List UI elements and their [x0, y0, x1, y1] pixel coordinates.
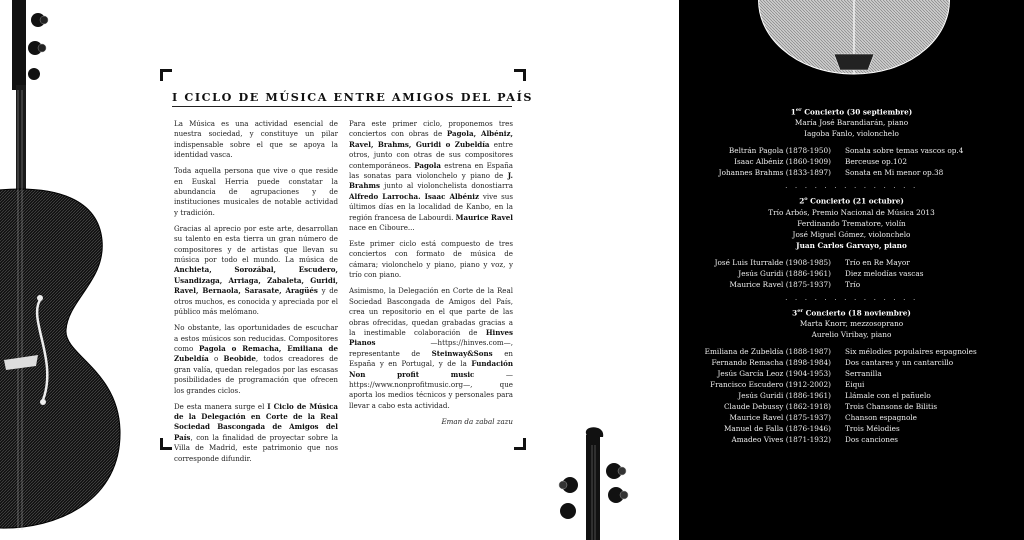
performer: Marta Knorr, mezzosoprano [799, 319, 904, 329]
corner-bracket-top-left [160, 69, 172, 81]
concert-heading: 1er Concierto (30 septiembre) [790, 107, 913, 117]
program-row: Isaac Albéniz (1860-1909) Berceuse op.102 [734, 157, 907, 167]
text-column-1 [174, 119, 338, 470]
performer: María José Barandiarán, piano [794, 118, 909, 128]
corner-bracket-bottom-left [160, 438, 172, 450]
program-row: Francisco Escudero (1912-2002) Eiqui [710, 380, 865, 390]
program-row: Emiliana de Zubeldía (1888-1987) Six mélodies populaires espagnoles [704, 347, 977, 357]
program-row: Jesús García Leoz (1904-1953) Serranilla [717, 369, 882, 379]
cello-illustration [754, 0, 954, 78]
performer: José Miguel Gómez, violonchelo [792, 229, 911, 239]
program-row: Maurice Ravel (1875-1937) Trío [729, 279, 861, 289]
concert-heading: 2$^o$ Concierto (21 octubre) [799, 196, 904, 206]
concert-2 [679, 194, 1024, 302]
program-row: Claude Debussy (1862-1918) Trois Chansons de Bilitis [723, 402, 938, 412]
program-row: Johannes Brahms (1833-1897) Sonata en Mi menor op.38 [718, 168, 944, 178]
program-row: Maurice Ravel (1875-1937) Chanson espagnole [729, 413, 917, 423]
title-divider [172, 106, 512, 107]
program-row: Manuel de Falla (1876-1946) Trois Mélodies [723, 424, 900, 434]
paragraph: La Música es una actividad esencial de nuestra sociedad, y constituye un pilar indispensable sobre el que se apoya la identidad vasca. [174, 119, 338, 160]
concert-1 [679, 105, 1024, 191]
separator: . . . . . . . . . . . . . . [785, 292, 918, 302]
concert-program [679, 105, 1024, 445]
paragraph: No obstante, las oportunidades de escuchar a estos músicos son reducidas. Compositores como Pagola o Remacha, Emiliana de Zubeldía o Beobide, todos creadores de gran valía, quedan relegados por las escasas posibilidades de programación que ofrecen los grandes ciclos. [174, 323, 338, 395]
paragraph: Toda aquella persona que vive o que reside en Euskal Herria puede constatar la abundancia de agrupaciones y de instituciones musicales de notable actividad y tradición. [174, 166, 338, 217]
program-row: Jesús Guridi (1886-1961) Llámale con el pañuelo [738, 391, 931, 401]
paragraph: Gracias al aprecio por este arte, desarrollan su talento en esta tierra un gran número de compositores y de artistas que llevan su música por todo el mundo. La música de Anchieta, Sorozábal, Escudero, Usandizaga, Arriaga, Zabaleta, Guridi, Ravel, Bernaola, Sarasate, Aragüés y de otros muchos, es conocida y apreciada por el público más melómano. [174, 223, 338, 317]
concert-3 [679, 306, 1024, 445]
performer: Ferdinando Trematore, violín [797, 218, 906, 228]
program-row: José Luis Iturralde (1908-1985) Trío en Re Mayor [714, 257, 910, 267]
paragraph: Asimismo, la Delegación en Corte de la Real Sociedad Bascongada de Amigos del País, crea un repositorio en el que parte de las obras ofrecidas, quedan grabadas gracias a la inestimable colaboración de Hinves Pianos —https://hinves.com—, representante de Steinway&Sons en España y en Portugal, y de la Fundación Non profit music —https://www.nonprofitmusic.org—, que aporta los medios técnicos y personales para llevar a cabo esta actividad. [349, 286, 513, 410]
paragraph: Para este primer ciclo, proponemos tres conciertos con obras de Pagola, Albéniz, Ravel, Brahms, Guridi o Zubeldía entre otros, junto con otras de sus compositores contemporáneos. Pagola estrena en España las sonatas para violonchelo y piano de J. Brahms junto al violonchelista donostiarra Alfredo Larrocha. Isaac Albéniz vive sus últimos días en la localidad de Kanbo, en la región francesa de Labourdi. Maurice Ravel nace en Ciboure... [349, 119, 514, 233]
corner-bracket-top-right [514, 69, 526, 81]
corner-bracket-bottom-right [514, 438, 526, 450]
program-row: Fernando Remacha (1898-1984) Dos cantares y un cantarcillo [711, 358, 954, 368]
paragraph: Este primer ciclo está compuesto de tres conciertos con formato de música de cámara; violonchelo y piano, piano y voz, y trío con piano. [349, 239, 513, 280]
program-row: Amadeo Vives (1871-1932) Dos canciones [731, 435, 899, 445]
performer: Aurelio Viribay, piano [811, 330, 892, 340]
violin-illustration [0, 0, 148, 540]
concert-heading: 3er Concierto (18 noviembre) [792, 307, 911, 318]
performer: Juan Carlos Garvayo, piano [796, 240, 907, 250]
performer: Iagoba Fanlo, violonchelo [804, 129, 899, 139]
program-row: Beltrán Pagola (1878-1950) Sonata sobre temas vascos op.4 [728, 146, 964, 156]
page-title: I CICLO DE MÚSICA ENTRE AMIGOS DEL PAÍS [172, 90, 534, 104]
performer: Trío Arbós, Premio Nacional de Música 2013 [768, 207, 935, 217]
program-row: Jesús Guridi (1886-1961) Diez melodías vascas [738, 268, 924, 278]
separator: . . . . . . . . . . . . . . [785, 181, 918, 191]
paragraph: De esta manera surge el I Ciclo de Música de la Delegación en Corte de la Real Sociedad Bascongada de Amigos del País, con la finalidad de proyectar sobre la Villa de Madrid, este patrimonio que nos corresponde difundir. [174, 401, 338, 463]
right-page [679, 0, 1024, 540]
text-column-2 [349, 119, 513, 433]
violin-scroll-illustration [548, 425, 648, 540]
signature: Eman da zabal zazu [441, 416, 513, 426]
